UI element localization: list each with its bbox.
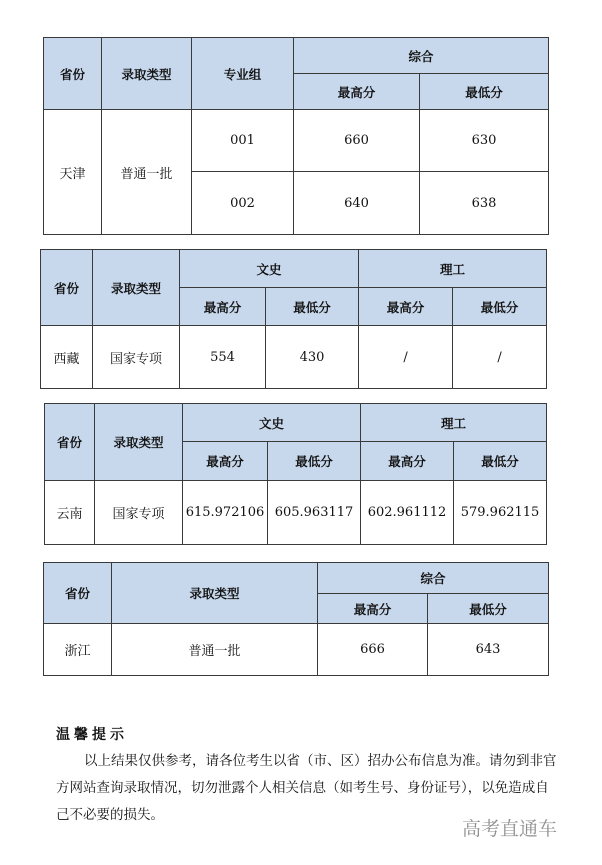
cell-province: 云南 (45, 481, 95, 545)
admission-table-yunnan (44, 403, 547, 545)
header-science: 理工 (359, 250, 547, 288)
header-arts-max: 最高分 (183, 442, 268, 481)
table-row (41, 326, 547, 389)
cell-arts-min: 430 (266, 326, 359, 389)
header-arts: 文史 (183, 404, 361, 442)
header-arts: 文史 (180, 250, 359, 288)
header-admission-type: 录取类型 (93, 250, 180, 326)
tip-title: 温馨提示 (56, 727, 128, 743)
table-row (45, 481, 547, 545)
header-arts-min: 最低分 (268, 442, 361, 481)
cell-max-score: 640 (294, 172, 420, 235)
cell-science-max: / (359, 326, 453, 389)
admission-table-tianjin (43, 37, 549, 235)
header-admission-type: 录取类型 (112, 563, 318, 624)
cell-province: 西藏 (41, 326, 93, 389)
cell-max-score: 660 (294, 110, 420, 172)
cell-admission-type: 国家专项 (93, 326, 180, 389)
header-science-min: 最低分 (454, 442, 547, 481)
header-science-min: 最低分 (453, 288, 547, 326)
admission-table-tibet (40, 249, 547, 389)
header-province: 省份 (44, 563, 112, 624)
header-comprehensive: 综合 (294, 38, 549, 74)
admission-table-zhejiang (43, 562, 549, 676)
watermark: 高考直通车 (462, 818, 558, 840)
header-admission-type: 录取类型 (95, 404, 183, 481)
header-min-score: 最低分 (420, 74, 549, 110)
header-province: 省份 (41, 250, 93, 326)
cell-min-score: 643 (428, 624, 549, 676)
cell-admission-type: 普通一批 (102, 110, 192, 235)
table-row (44, 110, 549, 172)
header-max-score: 最高分 (318, 594, 428, 624)
header-province: 省份 (45, 404, 95, 481)
cell-major-group: 002 (192, 172, 294, 235)
cell-province: 浙江 (44, 624, 112, 676)
cell-admission-type: 普通一批 (112, 624, 318, 676)
header-science-max: 最高分 (359, 288, 453, 326)
cell-province: 天津 (44, 110, 102, 235)
cell-science-max: 602.961112 (361, 481, 454, 545)
cell-arts-max: 615.972106 (183, 481, 268, 545)
header-arts-max: 最高分 (180, 288, 266, 326)
cell-min-score: 630 (420, 110, 549, 172)
cell-admission-type: 国家专项 (95, 481, 183, 545)
header-admission-type: 录取类型 (102, 38, 192, 110)
cell-major-group: 001 (192, 110, 294, 172)
cell-min-score: 638 (420, 172, 549, 235)
header-comprehensive: 综合 (318, 563, 549, 594)
header-max-score: 最高分 (294, 74, 420, 110)
header-province: 省份 (44, 38, 102, 110)
header-science: 理工 (361, 404, 547, 442)
cell-arts-min: 605.963117 (268, 481, 361, 545)
tip-text: 以上结果仅供参考，请各位考生以省（市、区）招办公布信息为准。请勿到非官方网站查询录取情况，切勿泄露个人相关信息（如考生号、身份证号），以免造成自己不必要的损失。 (56, 753, 557, 823)
table-row (44, 624, 549, 676)
header-major-group: 专业组 (192, 38, 294, 110)
header-arts-min: 最低分 (266, 288, 359, 326)
header-science-max: 最高分 (361, 442, 454, 481)
cell-arts-max: 554 (180, 326, 266, 389)
cell-science-min: 579.962115 (454, 481, 547, 545)
cell-science-min: / (453, 326, 547, 389)
header-min-score: 最低分 (428, 594, 549, 624)
cell-max-score: 666 (318, 624, 428, 676)
